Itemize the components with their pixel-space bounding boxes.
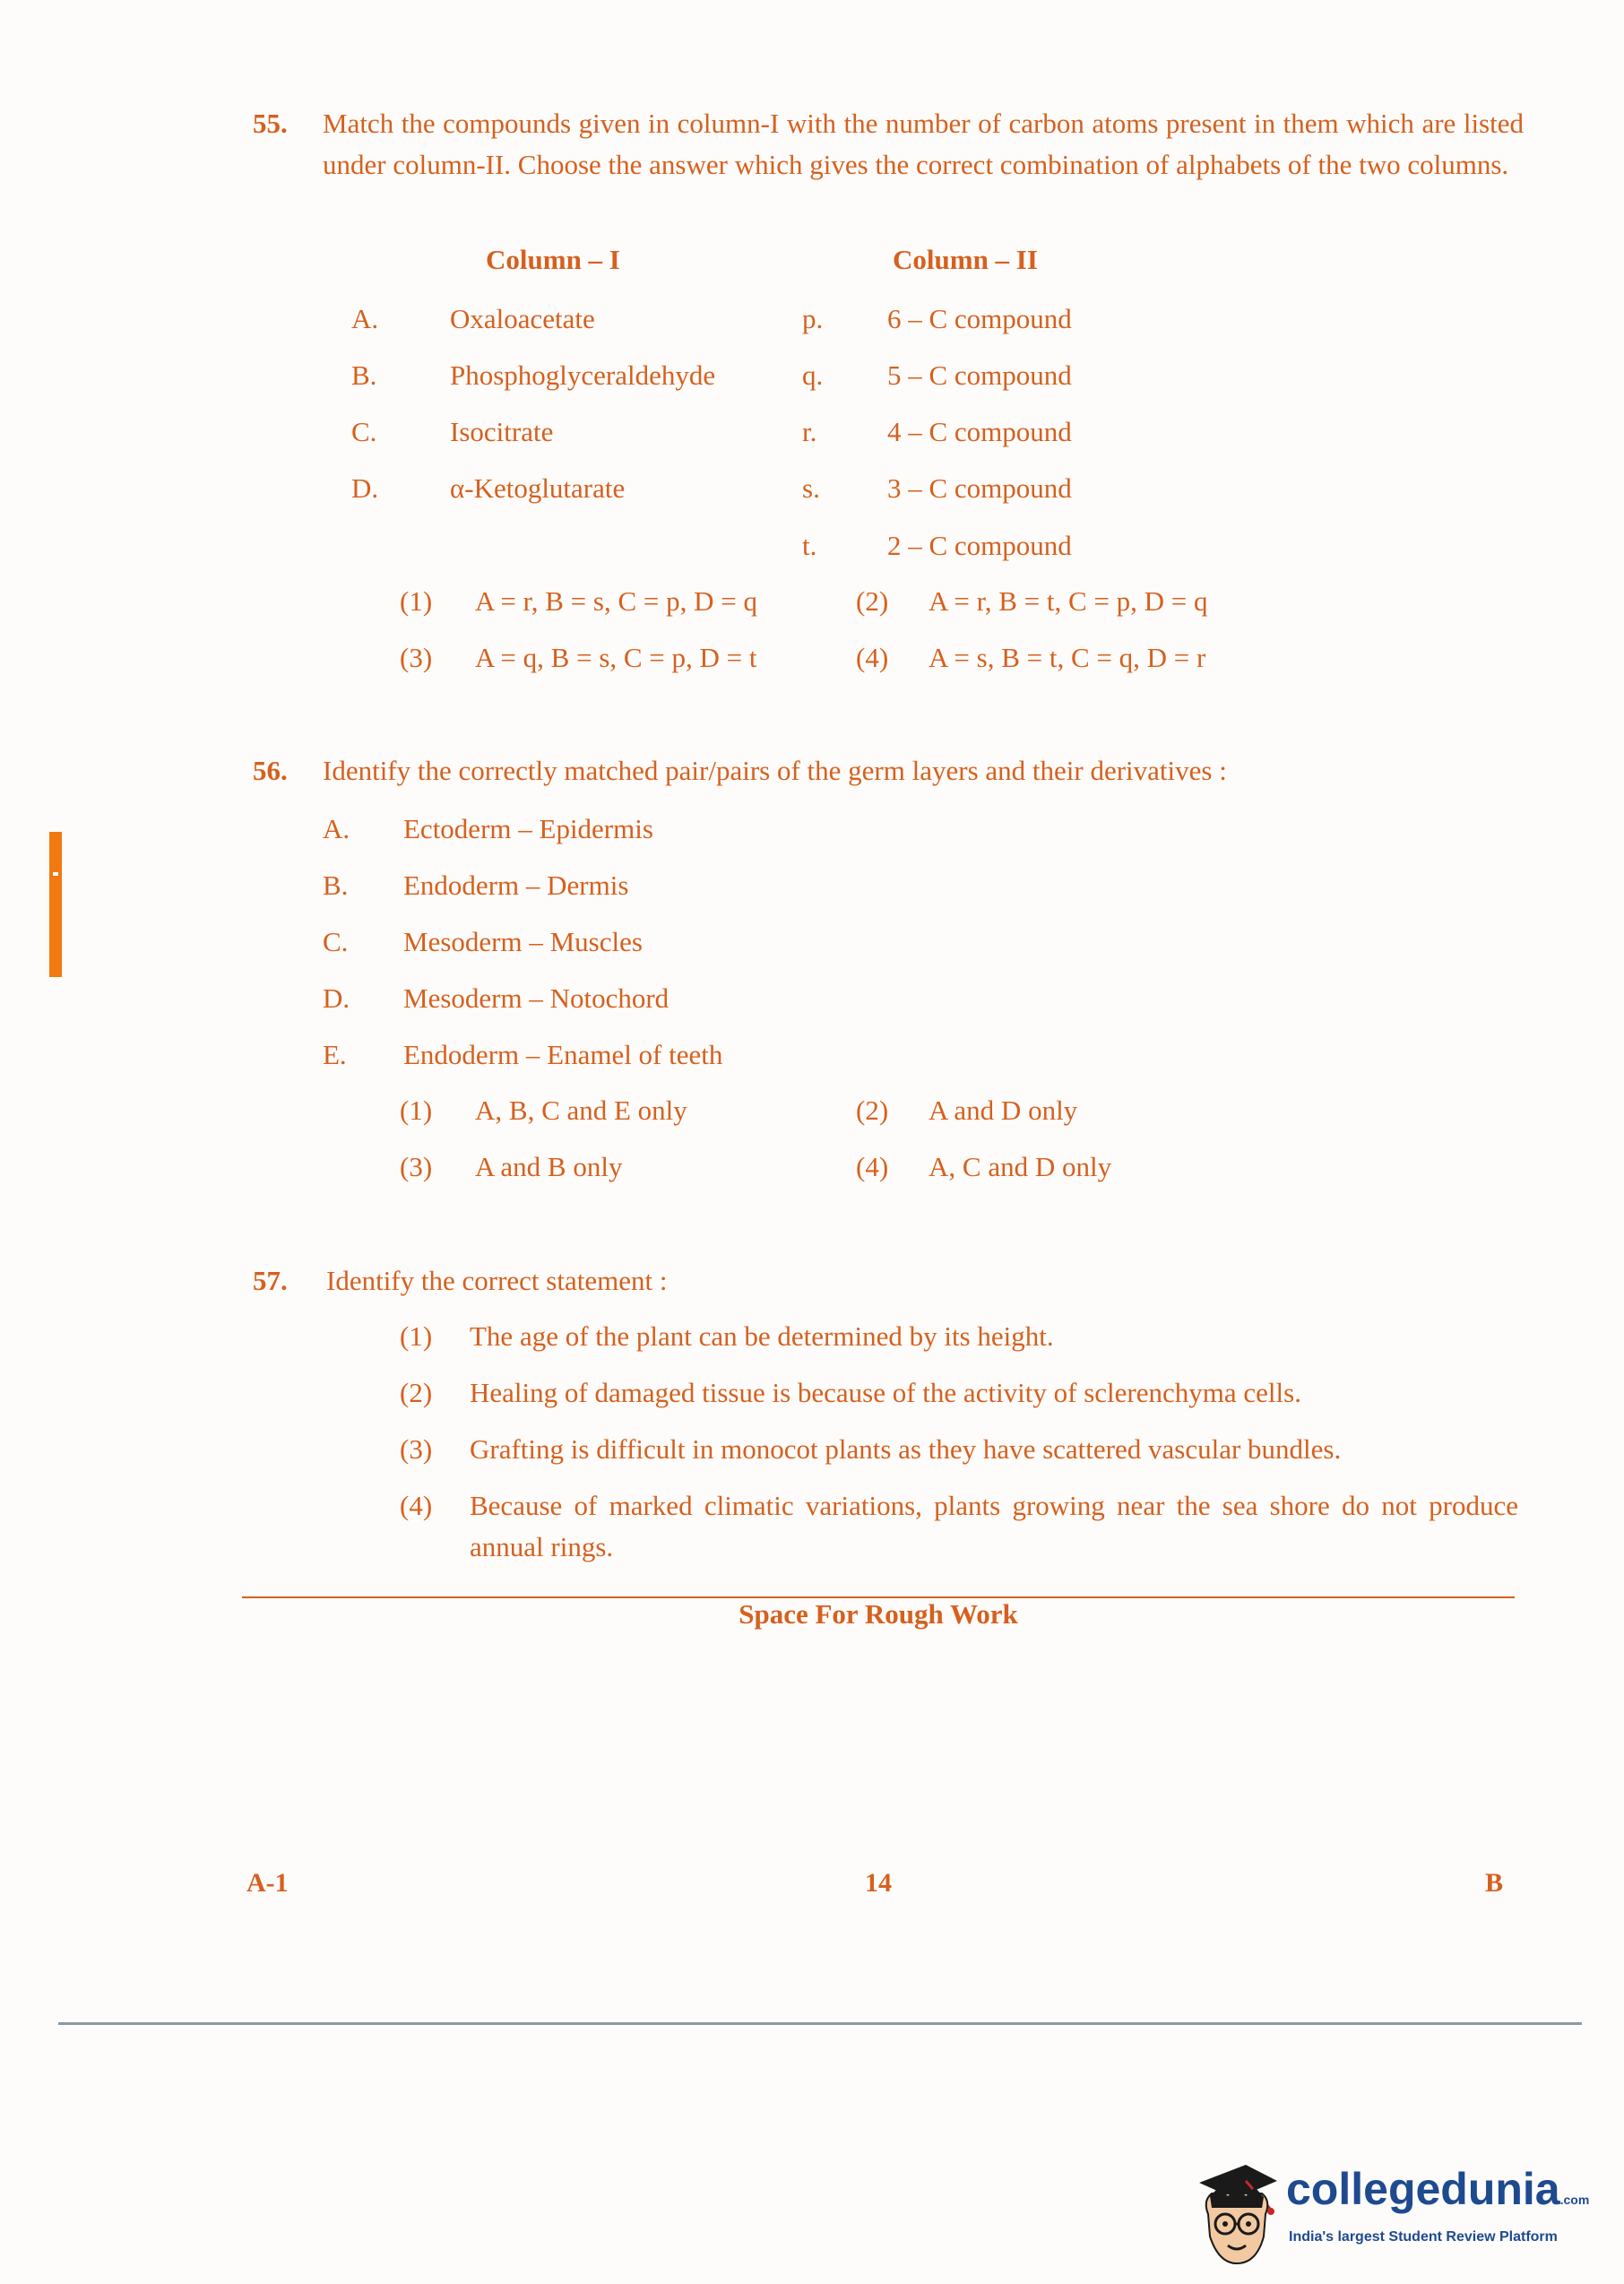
option-number: (3) xyxy=(400,642,433,673)
footer-code-right: B xyxy=(1485,1868,1504,1898)
row-letter: A. xyxy=(351,303,379,334)
logo-wordmark: collegedunia xyxy=(1286,2164,1560,2214)
option-text: Grafting is difficult in monocot plants as they have scattered vascular bundles. xyxy=(470,1433,1342,1465)
edge-binding-mark xyxy=(49,832,62,977)
page-number: 14 xyxy=(865,1868,892,1898)
question-number: 56. xyxy=(253,755,288,786)
option-text: Healing of damaged tissue is because of the activity of sclerenchyma cells. xyxy=(470,1377,1301,1408)
compound-name: Oxaloacetate xyxy=(450,303,595,334)
item-letter: B. xyxy=(323,869,349,901)
row-key: q. xyxy=(802,359,824,391)
option-text: A, C and D only xyxy=(929,1151,1112,1182)
question-text: Match the compounds given in column-I with the number of carbon atoms present in them which are listed under column-II. Choose the answer which gives the correct combination of alphabets of the two columns. xyxy=(323,108,1524,180)
row-key: r. xyxy=(802,416,817,447)
footer-code-left: A-1 xyxy=(246,1868,289,1898)
compound-name: α-Ketoglutarate xyxy=(450,472,626,504)
row-key: p. xyxy=(802,303,824,334)
rough-work-label: Space For Rough Work xyxy=(739,1598,1018,1630)
option-number: (4) xyxy=(856,1151,889,1182)
question-text: Identify the correctly matched pair/pairs of the germ layers and their derivatives : xyxy=(323,755,1227,786)
question-number: 57. xyxy=(253,1265,288,1296)
option-number: (1) xyxy=(400,585,433,617)
option-number: (4) xyxy=(400,1490,433,1521)
carbon-count: 3 – C compound xyxy=(887,472,1072,504)
logo-tagline: India's largest Student Review Platform xyxy=(1289,2229,1558,2245)
option-text: A and D only xyxy=(929,1094,1078,1126)
carbon-count: 6 – C compound xyxy=(887,303,1072,334)
question-text: Identify the correct statement : xyxy=(326,1265,668,1296)
item-text: Ectoderm – Epidermis xyxy=(403,813,653,844)
question-number: 55. xyxy=(253,108,288,139)
compound-name: Phosphoglyceraldehyde xyxy=(450,359,716,391)
row-key: s. xyxy=(802,472,820,504)
option-text: A = s, B = t, C = q, D = r xyxy=(929,642,1206,673)
option-text: A = r, B = s, C = p, D = q xyxy=(475,585,757,617)
option-text: A, B, C and E only xyxy=(475,1094,687,1126)
carbon-count: 4 – C compound xyxy=(887,416,1072,447)
option-text: Because of marked climatic variations, plants growing near the sea shore do not produce annual rings. xyxy=(470,1490,1518,1562)
option-number: (3) xyxy=(400,1151,433,1182)
option-text: A = r, B = t, C = p, D = q xyxy=(929,585,1208,617)
option-text: A and B only xyxy=(475,1151,623,1182)
option-number: (2) xyxy=(856,585,889,617)
logo-domain: .com xyxy=(1559,2193,1590,2207)
collegedunia-logo xyxy=(1192,2147,1590,2272)
option-number: (2) xyxy=(856,1094,889,1126)
column-2-heading: Column – II xyxy=(893,244,1038,275)
compound-name: Isocitrate xyxy=(450,416,554,447)
carbon-count: 2 – C compound xyxy=(887,530,1072,561)
row-key: t. xyxy=(802,530,817,561)
item-letter: A. xyxy=(323,813,350,844)
option-number: (1) xyxy=(400,1094,433,1126)
item-text: Endoderm – Dermis xyxy=(403,869,629,901)
option-number: (3) xyxy=(400,1433,433,1465)
item-letter: D. xyxy=(323,982,350,1014)
option-number: (2) xyxy=(400,1377,433,1408)
option-text: A = q, B = s, C = p, D = t xyxy=(475,642,757,673)
item-text: Mesoderm – Muscles xyxy=(403,926,643,957)
option-number: (1) xyxy=(400,1320,433,1352)
item-letter: E. xyxy=(323,1039,347,1070)
option-text: The age of the plant can be determined by its height. xyxy=(470,1320,1054,1352)
row-letter: B. xyxy=(351,359,377,391)
row-letter: C. xyxy=(351,416,377,447)
item-text: Endoderm – Enamel of teeth xyxy=(403,1039,723,1070)
column-1-heading: Column – I xyxy=(486,244,620,275)
carbon-count: 5 – C compound xyxy=(887,359,1072,391)
row-letter: D. xyxy=(351,472,379,504)
item-letter: C. xyxy=(323,926,349,957)
bottom-border-line xyxy=(58,2022,1582,2025)
mascot-icon xyxy=(1192,2147,1282,2268)
option-number: (4) xyxy=(856,642,889,673)
item-text: Mesoderm – Notochord xyxy=(403,982,669,1014)
